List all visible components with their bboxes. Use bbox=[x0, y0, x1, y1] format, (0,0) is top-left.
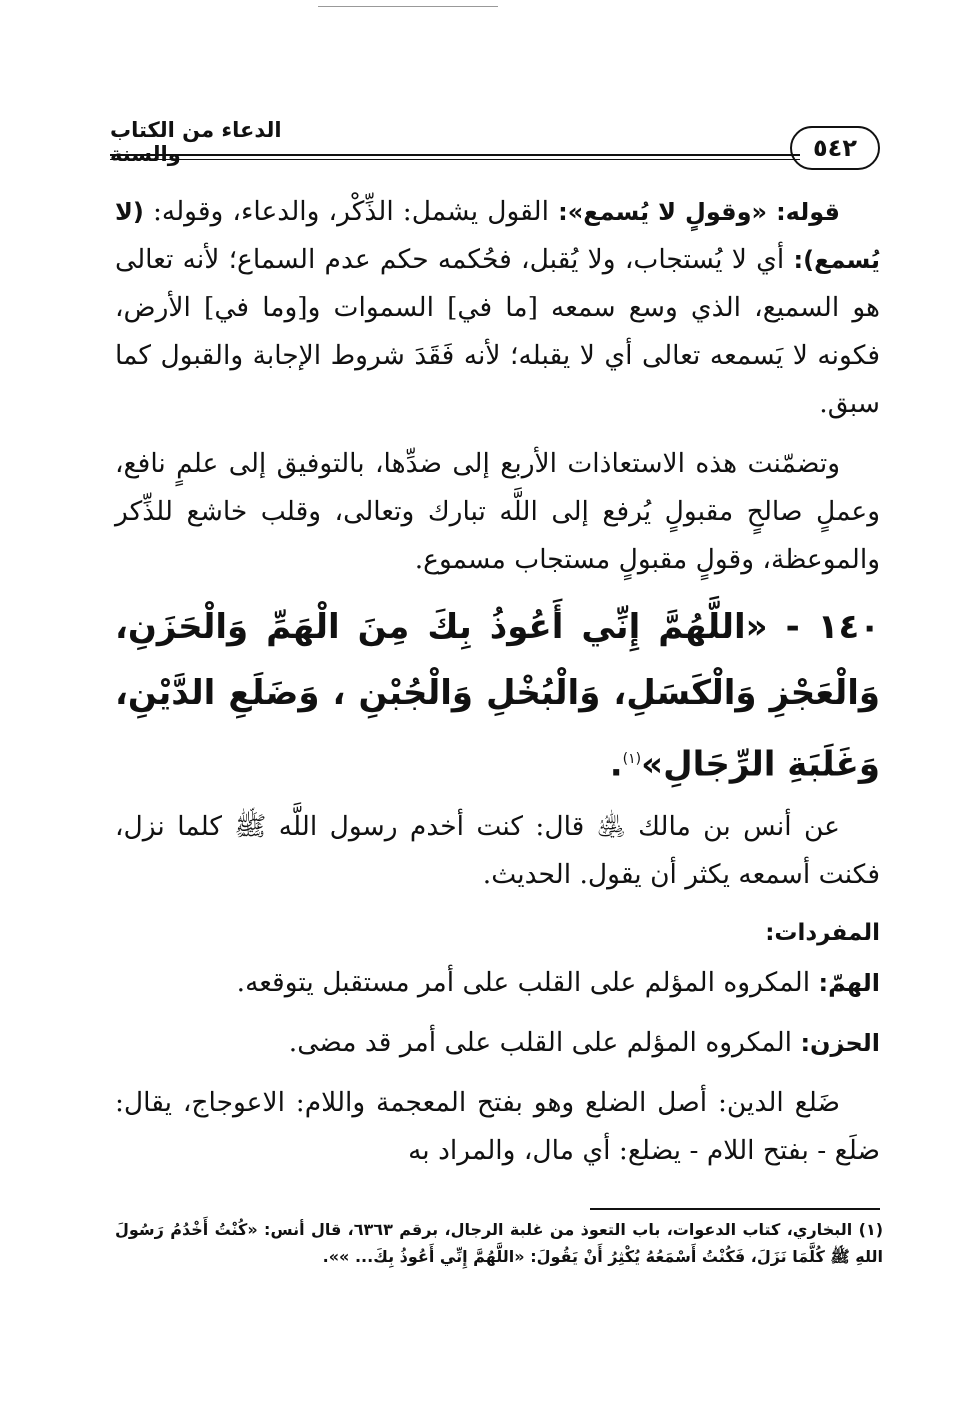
vocab-heading: المفردات: bbox=[765, 920, 880, 947]
top-edge-rule bbox=[318, 6, 498, 7]
vocab-term: الحزن: bbox=[800, 1029, 880, 1058]
dua-footnote-marker[interactable]: (١) bbox=[622, 751, 642, 767]
dua-140 bbox=[115, 594, 880, 797]
vocab-item-dala: ضَلع الدين: أصل الضلع وهو بفتح المعجمة واللام: الاعوجاج، يقال: ضلَع - بفتح اللام - يضلع: أي مال، والمراد به bbox=[115, 1087, 880, 1167]
vocab-term: الهمّ: bbox=[818, 969, 880, 998]
dua-end: . bbox=[609, 744, 623, 785]
vocab-definition: المكروه المؤلم على القلب على أمر مستقبل يتوقعه. bbox=[236, 967, 819, 999]
page-number-badge bbox=[790, 126, 880, 170]
page-header bbox=[110, 118, 880, 178]
vocab-definition: المكروه المؤلم على القلب على أمر قد مضى. bbox=[288, 1027, 801, 1059]
main-text bbox=[115, 188, 880, 1175]
header-rule-thick bbox=[110, 154, 800, 156]
dua-text: «اللَّهُمَّ إِنِّي أَعُوذُ بِكَ مِنَ الْهَمِّ وَالْحَزَنِ، وَالْعَجْزِ وَالْكَسَلِ، وَالْبُخْلِ وَالْجُبْنِ ، وَضَلَعِ الدَّيْنِ، وَغَلَبَةِ الرِّجَالِ» bbox=[115, 607, 880, 785]
dua-number: ١٤٠ - bbox=[767, 607, 880, 647]
header-rule-thin bbox=[110, 159, 800, 160]
commentary-lead: قوله: «وقولٍ لا يُسمع»: bbox=[558, 198, 840, 226]
commentary-bold-b: (لا يُسمع): bbox=[115, 198, 880, 274]
footnote-rule bbox=[590, 1208, 880, 1210]
vocab-item-hamm bbox=[115, 959, 880, 1007]
running-title: الدعاء من الكتاب والسنة bbox=[110, 118, 282, 166]
hadith-paragraph: عن أنس بن مالك ﵁ قال: كنت أخدم رسول اللَّه ﷺ كلما نزل، فكنت أسمعه يكثر أن يقول. الحديث. bbox=[115, 811, 880, 891]
commentary-text-a: القول يشمل: الذِّكْر، والدعاء، وقوله: bbox=[143, 196, 559, 227]
summary-paragraph: وتضمّنت هذه الاستعاذات الأربع إلى ضدِّها، بالتوفيق إلى علمٍ نافع، وعملٍ صالحٍ مقبولٍ يُرفع إلى اللَّه تبارك وتعالى، وقلب خاشع للذِّكر والموعظة، وقولٍ مقبولٍ مستجاب مسموع. bbox=[115, 448, 880, 575]
commentary-text-b: أي لا يُستجاب، ولا يُقبل، فحُكمه حكم عدم السماع؛ لأنه تعالى هو السميع، الذي وسع سمعه [ما في] السموات و[وما في] الأرض، فكونه لا يَسمعه تعالى أي لا يقبله؛ لأنه فَقَدَ شروط الإجابة والقبول كما سبق. bbox=[115, 244, 880, 419]
page-number: ٥٤٢ bbox=[813, 134, 857, 162]
footnote: (١) البخاري، كتاب الدعوات، باب التعوذ من غلبة الرجال، برقم ٦٣٦٣، قال أنس: «كُنْتُ أَخْدُمُ رَسُولَ اللهِ ﷺ كُلَّمَا نَزَلَ، فَكُنْتُ أَسْمَعُهُ يُكْثِرُ أَنْ يَقُولَ: «اللَّهُمَّ إِنِّي أَعُوذُ بِكَ... »». bbox=[115, 1220, 884, 1266]
vocab-item-huzn bbox=[115, 1019, 880, 1067]
commentary-paragraph bbox=[115, 188, 880, 428]
